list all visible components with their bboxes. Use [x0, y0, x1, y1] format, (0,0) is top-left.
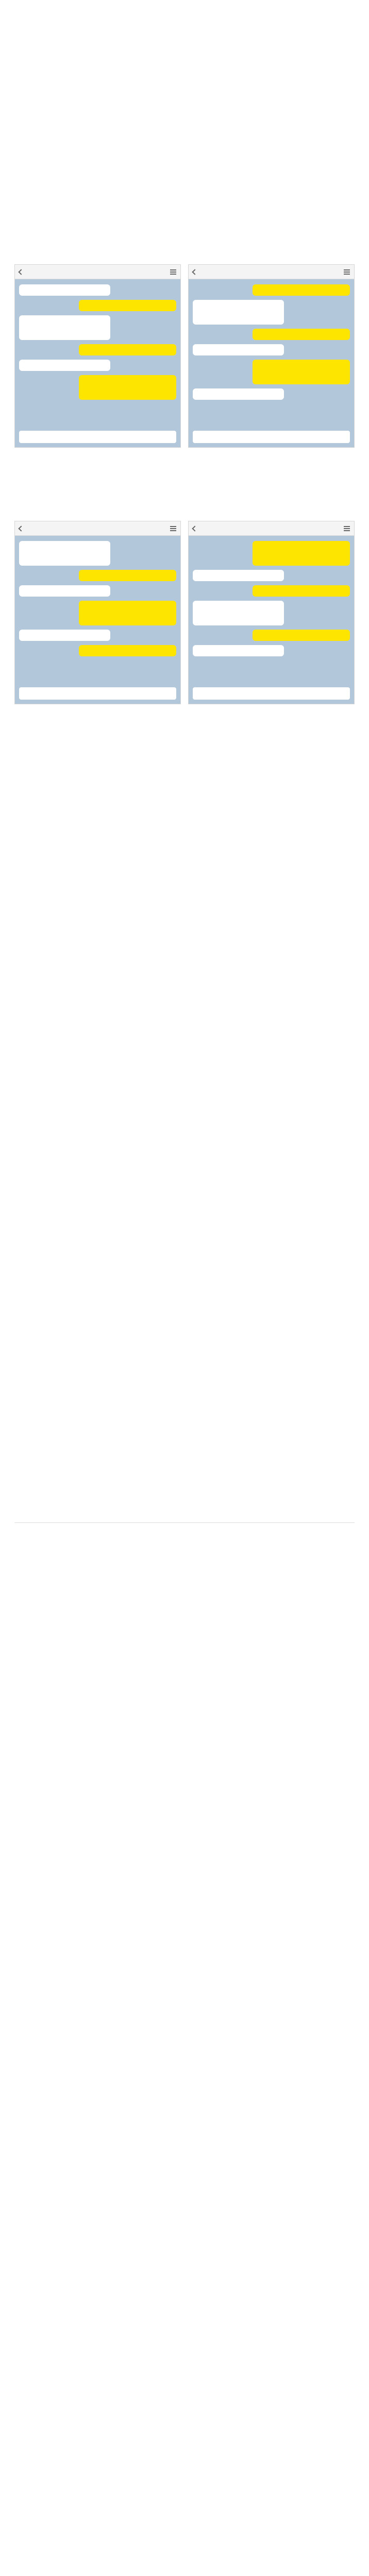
- footer-text: [14, 1528, 355, 1537]
- received-message: [193, 601, 284, 625]
- body-paragraph: [14, 1014, 355, 1026]
- received-message: [193, 570, 284, 581]
- body-paragraph: [14, 1385, 355, 1397]
- sent-message: [79, 601, 176, 625]
- chat-header: [15, 265, 180, 279]
- body-paragraph: [14, 1256, 355, 1267]
- body-paragraph: [14, 1163, 355, 1174]
- sent-message: [253, 284, 350, 296]
- body-paragraph: [14, 1033, 355, 1044]
- body-paragraph: [14, 480, 355, 491]
- body-paragraph: [14, 1441, 355, 1452]
- chat-header: [15, 521, 180, 536]
- article-body-section-2: [14, 461, 355, 510]
- menu-icon: [170, 526, 176, 531]
- body-paragraph: [14, 1218, 355, 1230]
- chat-messages: [189, 279, 354, 431]
- chat-title: [26, 526, 167, 532]
- body-paragraph: [14, 755, 355, 766]
- sent-message: [79, 300, 176, 311]
- body-paragraph: [14, 149, 355, 160]
- menu-icon: [344, 269, 350, 275]
- body-paragraph: [14, 1293, 355, 1304]
- chat-input-bar: [19, 431, 176, 443]
- sent-message: [253, 541, 350, 566]
- body-paragraph: [14, 718, 355, 729]
- body-paragraph: [14, 866, 355, 877]
- intro-line: [14, 34, 355, 46]
- body-paragraph: [14, 56, 355, 67]
- body-paragraph: [14, 242, 355, 253]
- body-paragraph: [14, 1126, 355, 1137]
- footer-text: [14, 1540, 355, 1550]
- body-paragraph: [14, 1497, 355, 1508]
- received-message: [19, 585, 110, 597]
- received-message: [19, 284, 110, 296]
- body-paragraph: [14, 903, 355, 914]
- body-paragraph: [14, 773, 355, 785]
- sent-message: [79, 570, 176, 581]
- body-paragraph: [14, 1367, 355, 1378]
- chat-messages: [15, 279, 180, 431]
- body-paragraph: [14, 1052, 355, 1063]
- sent-message: [253, 585, 350, 597]
- chat-messages: [189, 536, 354, 687]
- sent-message: [79, 375, 176, 400]
- received-message: [19, 315, 110, 340]
- footer-divider: [14, 1522, 355, 1523]
- received-message: [193, 645, 284, 656]
- chat-header: [189, 265, 354, 279]
- chat-messages: [15, 536, 180, 687]
- body-paragraph: [14, 810, 355, 822]
- body-paragraph: [14, 1460, 355, 1471]
- menu-icon: [170, 269, 176, 275]
- sent-message: [79, 645, 176, 656]
- received-message: [193, 300, 284, 325]
- body-paragraph: [14, 792, 355, 803]
- body-paragraph: [14, 167, 355, 179]
- intro-line: [14, 22, 355, 34]
- body-paragraph: [14, 1348, 355, 1360]
- received-message: [193, 344, 284, 355]
- chat-screenshot: [188, 521, 355, 704]
- back-arrow-icon: [192, 526, 197, 531]
- chat-screenshot: [188, 264, 355, 448]
- body-paragraph: [14, 1181, 355, 1193]
- body-paragraph: [14, 93, 355, 105]
- body-paragraph: [14, 1478, 355, 1489]
- body-paragraph: [14, 130, 355, 142]
- received-message: [19, 630, 110, 641]
- body-paragraph: [14, 959, 355, 970]
- body-paragraph: [14, 223, 355, 234]
- body-paragraph: [14, 498, 355, 510]
- body-paragraph: [14, 1404, 355, 1415]
- body-paragraph: [14, 996, 355, 1007]
- back-arrow-icon: [18, 269, 24, 275]
- body-paragraph: [14, 1274, 355, 1285]
- chat-screenshot-pair-2: [14, 521, 355, 704]
- sent-message: [253, 630, 350, 641]
- article-body-section-3: [14, 718, 355, 1508]
- body-paragraph: [14, 736, 355, 748]
- received-message: [19, 541, 110, 566]
- chat-title: [26, 269, 167, 275]
- body-paragraph: [14, 940, 355, 952]
- body-paragraph: [14, 461, 355, 472]
- chat-title: [200, 526, 341, 532]
- article-footer: [14, 1528, 355, 1550]
- body-paragraph: [14, 1422, 355, 1434]
- chat-screenshot: [14, 264, 181, 448]
- body-paragraph: [14, 1144, 355, 1156]
- received-message: [193, 388, 284, 400]
- body-paragraph: [14, 1107, 355, 1118]
- sent-message: [79, 344, 176, 355]
- received-message: [19, 360, 110, 371]
- chat-input-bar: [193, 431, 350, 443]
- body-paragraph: [14, 1089, 355, 1100]
- body-paragraph: [14, 977, 355, 989]
- chat-screenshot: [14, 521, 181, 704]
- body-paragraph: [14, 922, 355, 933]
- body-paragraph: [14, 1311, 355, 1323]
- article-body-section-1: [14, 56, 355, 253]
- body-paragraph: [14, 1237, 355, 1248]
- body-paragraph: [14, 829, 355, 840]
- menu-icon: [344, 526, 350, 531]
- body-paragraph: [14, 112, 355, 123]
- sent-message: [253, 329, 350, 340]
- body-paragraph: [14, 1330, 355, 1341]
- article-intro: [14, 10, 355, 52]
- body-paragraph: [14, 885, 355, 896]
- chat-screenshot-pair-1: [14, 264, 355, 448]
- chat-input-bar: [19, 687, 176, 700]
- sent-message: [253, 360, 350, 384]
- body-paragraph: [14, 186, 355, 197]
- body-paragraph: [14, 1200, 355, 1211]
- body-paragraph: [14, 1070, 355, 1081]
- body-paragraph: [14, 75, 355, 86]
- body-paragraph: [14, 848, 355, 859]
- back-arrow-icon: [192, 269, 197, 275]
- body-paragraph: [14, 205, 355, 216]
- chat-input-bar: [193, 687, 350, 700]
- chat-title: [200, 269, 341, 275]
- back-arrow-icon: [18, 526, 24, 531]
- chat-header: [189, 521, 354, 536]
- intro-line: [14, 10, 355, 22]
